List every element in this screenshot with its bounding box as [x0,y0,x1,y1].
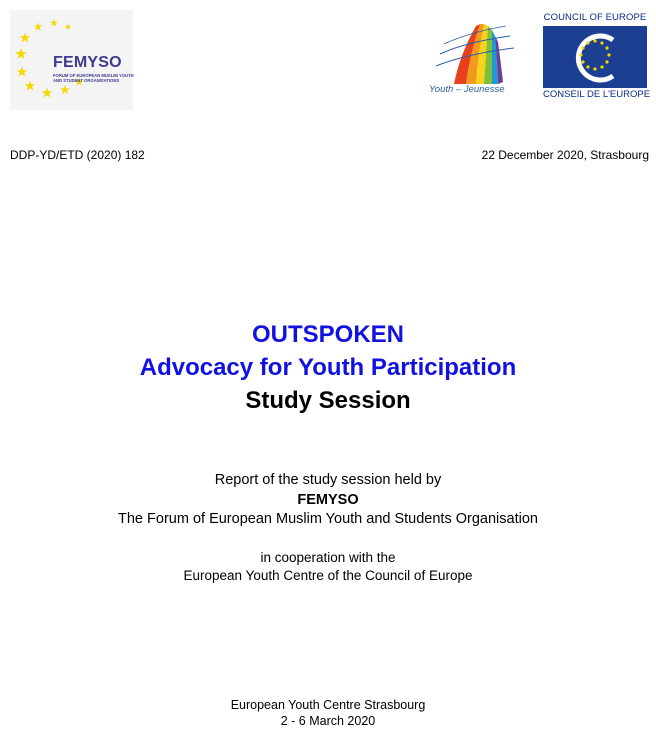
coe-emblem-icon [543,26,647,88]
title-subtitle: Advocacy for Youth Participation [139,354,517,381]
coe-name-en: COUNCIL OF EUROPE [543,12,647,23]
title-outspoken: OUTSPOKEN [251,321,404,348]
report-description [0,471,656,530]
council-of-europe-logo [543,12,651,100]
report-org-short: FEMYSO [297,491,359,508]
footer-dates: 2 - 6 March 2020 [280,714,376,728]
document-date: 22 December 2020, Strasbourg [481,148,649,162]
femyso-wordmark: FEMYSO [53,54,122,71]
coe-flag [543,26,647,88]
report-intro: Report of the study session held by [214,472,442,488]
report-org-full: The Forum of European Muslim Youth and Students Organisation [118,511,538,527]
cooperation-line-1: in cooperation with the [260,550,396,565]
title-study-session: Study Session [245,387,411,414]
femyso-logo [10,10,133,110]
coe-name-fr: CONSEIL DE L'EUROPE [543,89,651,100]
footer-venue: European Youth Centre Strasbourg [230,698,426,712]
footer [0,697,656,729]
document-reference: DDP-YD/ETD (2020) 182 [10,148,145,162]
title-block [0,318,656,417]
youth-jeunesse-caption: Youth – Jeunesse [429,84,505,95]
cooperation-line-2: European Youth Centre of the Council of Europe [183,567,473,583]
femyso-subtitle: FORUM OF EUROPEAN MUSLIM YOUTH AND STUDENT ORGANISATIONS [53,73,134,83]
cooperation-note [0,549,656,584]
